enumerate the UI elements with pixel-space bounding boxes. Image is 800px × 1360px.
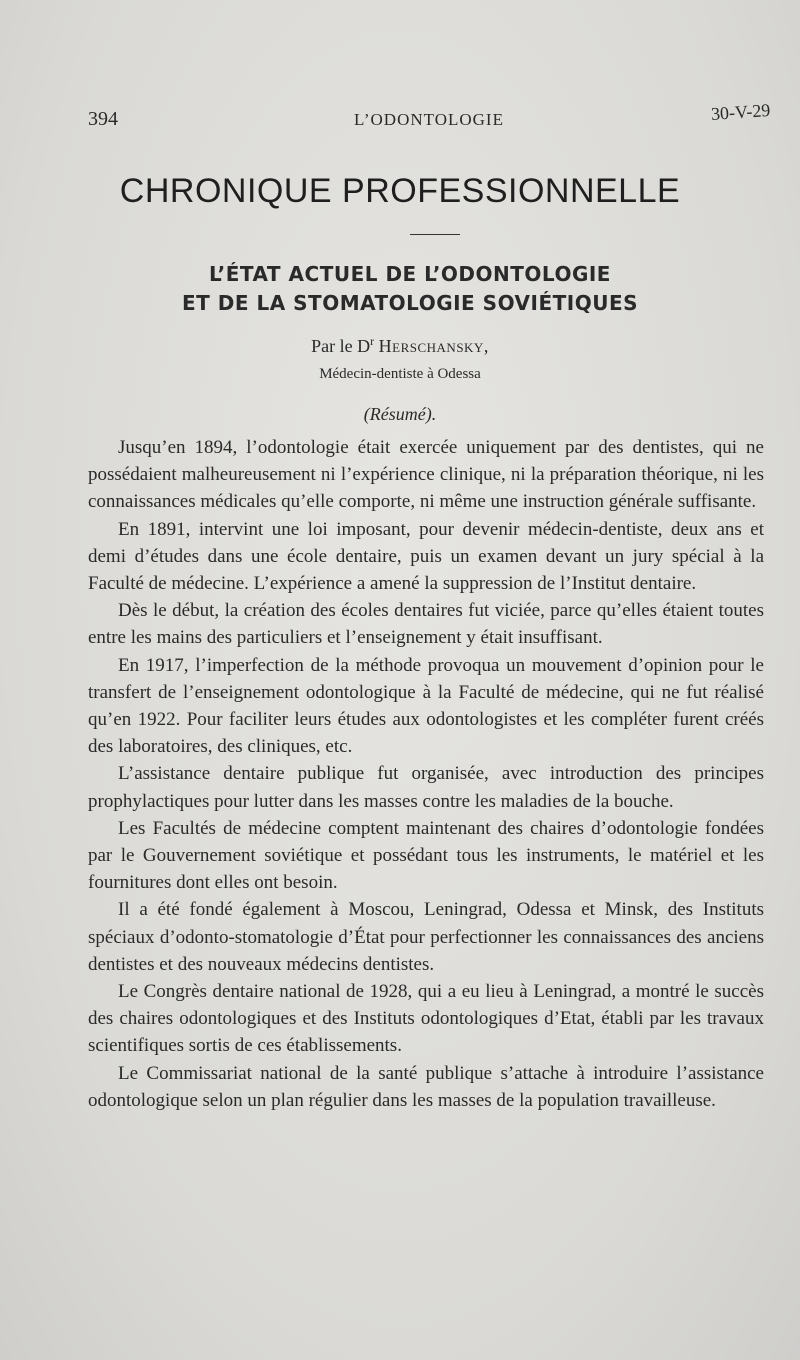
issue-date: 30-V-29 (709, 99, 771, 125)
article-body (88, 434, 764, 1114)
paragraph: L’assistance dentaire publique fut organisée, avec introduction des principes prophylactiques pour lutter dans les masses contre les maladies de la bouche. (88, 763, 764, 812)
byline (0, 334, 800, 357)
paragraph: Dès le début, la création des écoles dentaires fut viciée, parce qu’elles étaient toutes entre les mains des particuliers et l’enseignement y était insuffisant. (88, 600, 764, 649)
author-name: Herschansky, (378, 336, 489, 356)
author-affiliation: Médecin-dentiste à Odessa (319, 366, 481, 382)
paragraph: Il a été fondé également à Moscou, Leningrad, Odessa et Minsk, des Instituts spéciaux d’odonto-stomatologie d’État pour perfectionner les connaissances des anciens dentistes et des nouveaux médecins dentistes. (88, 899, 764, 975)
paragraph: En 1891, intervint une loi imposant, pour devenir médecin-dentiste, deux ans et demi d’études dans une école dentaire, puis un examen devant un jury spécial à la Faculté de médecine. L’expérience a amené la suppression de l’Institut dentaire. (88, 518, 764, 595)
article-title-line-1: L’ÉTAT ACTUEL DE L’ODONTOLOGIE (209, 262, 611, 286)
running-header (88, 99, 771, 138)
paragraph: Les Facultés de médecine comptent maintenant des chaires d’odontologie fondées par le Gouvernement soviétique et possédant tous les instruments, le matériel et les fournitures dont elles ont besoin. (88, 817, 764, 894)
title-divider (410, 234, 460, 235)
summary-label-text: (Résumé). (363, 404, 437, 424)
summary-label (0, 404, 800, 425)
byline-prefix: Par le D (311, 336, 371, 356)
section-title: CHRONIQUE PROFESSIONNELLE (119, 172, 681, 210)
page-number: 394 (88, 108, 118, 130)
paragraph: Le Congrès dentaire national de 1928, qui a eu lieu à Leningrad, a montré le succès des chaires odontologiques et des Instituts odontologiques d’Etat, établi par les travaux scientifiques sortis de ces établissements. (88, 981, 764, 1057)
paragraph: Le Commissariat national de la santé publique s’attache à introduire l’assistance odontologique selon un plan régulier dans les masses de la population travailleuse. (88, 1062, 764, 1111)
paragraph: Jusqu’en 1894, l’odontologie était exercée uniquement par des dentistes, qui ne possédaient malheureusement ni l’expérience clinique, ni la préparation théorique, ni les connaissances médicales qu’elle comporte, ni même une instruction générale suffisante. (88, 437, 764, 513)
article-title-line-2: ET DE LA STOMATOLOGIE SOVIÉTIQUES (181, 291, 639, 315)
article-title (60, 260, 760, 318)
paragraph: En 1917, l’imperfection de la méthode provoqua un mouvement d’opinion pour le transfert de l’enseignement odontologique à la Faculté de médecine, qui ne fut réalisé qu’en 1922. Pour faciliter leurs études aux odontologistes et les compléter furent créés des laboratoires, des cliniques, etc. (88, 654, 764, 758)
byline-superscript: r (370, 334, 375, 348)
journal-title: L’ODONTOLOGIE (354, 110, 504, 129)
